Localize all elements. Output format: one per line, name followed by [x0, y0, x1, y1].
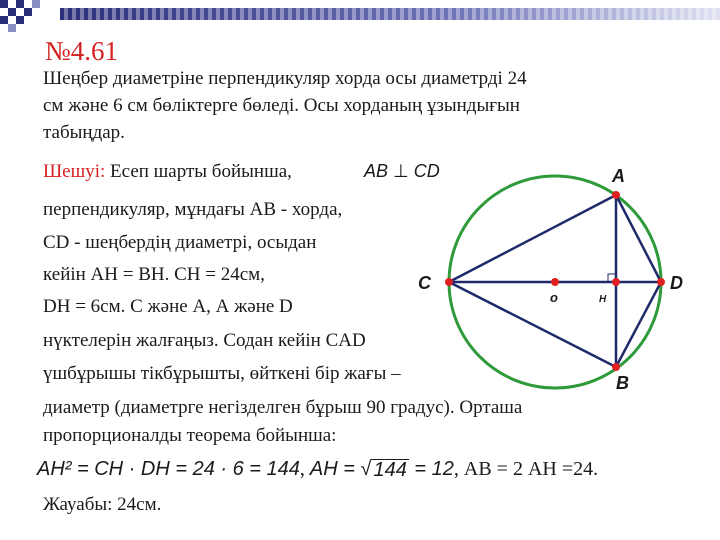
solution-line-1: перпендикуляр, мұндағы АВ - хорда, [43, 199, 343, 220]
label-o: o [550, 290, 558, 305]
slide-title: №4.61 [45, 36, 119, 66]
label-d: D [670, 273, 683, 293]
label-a: A [612, 166, 625, 186]
header-band-decoration [0, 8, 720, 20]
segment-ca [449, 195, 616, 282]
label-h: H [599, 294, 607, 305]
solution-line-0 [43, 160, 292, 184]
segment-bd [616, 282, 661, 367]
equation-ah-rhs: = 12 [408, 457, 454, 480]
condition-formula: AB ⊥ CD [364, 161, 440, 181]
solution-line-6: үшбұрышы тікбұрышты, өйткені бір жағы – [43, 363, 401, 384]
point-h [612, 278, 620, 286]
solution-line-5: нүктелерін жалғаңыз. Содан кейін CAD [43, 330, 366, 351]
equation-tail: , АВ = 2 АН =24. [453, 457, 599, 480]
solution-line-3: кейін АН = ВН. СН = 24см, [43, 264, 265, 285]
answer-line: Жауабы: 24см. [43, 494, 162, 515]
solution-line-4: DH = 6см. С және А, А және D [43, 296, 293, 317]
label-c: C [418, 273, 431, 293]
solution-first-text: Есеп шарты бойынша, [110, 161, 292, 182]
solution-line-2: CD - шеңбердің диаметрі, осыдан [43, 232, 317, 253]
segment-ad [616, 195, 661, 282]
solution-line-8: пропорционалды теорема бойынша: [43, 425, 337, 446]
corner-checker-decoration [0, 0, 60, 40]
problem-line-2: см және 6 см бөліктерге бөледі. Осы хорданың ұзындығын [43, 95, 520, 116]
problem-line-3: табыңдар. [43, 122, 125, 143]
point-b [612, 363, 620, 371]
point-a [612, 191, 620, 199]
solution-line-7: диаметр (диаметрге негізделген бұрыш 90 градус). Орташа [43, 397, 523, 418]
problem-line-1: Шеңбер диаметріне перпендикуляр хорда осы диаметрді 24 [43, 68, 527, 89]
point-o [551, 278, 559, 286]
solution-label: Шешуі: [43, 161, 106, 182]
point-d [657, 278, 665, 286]
equation-ah-squared: AH² = CH · DH = 24 · 6 = 144 [37, 457, 300, 480]
label-b: B [616, 373, 629, 393]
equation-sqrt-value: 144 [373, 458, 407, 481]
sqrt-sign: √ [360, 457, 372, 480]
circle-diagram [410, 160, 710, 395]
point-c [445, 278, 453, 286]
equation-ah-lhs: AH = [309, 457, 361, 480]
segment-cb [449, 282, 616, 367]
equation-line [37, 457, 598, 481]
equation-separator: , [299, 457, 305, 480]
